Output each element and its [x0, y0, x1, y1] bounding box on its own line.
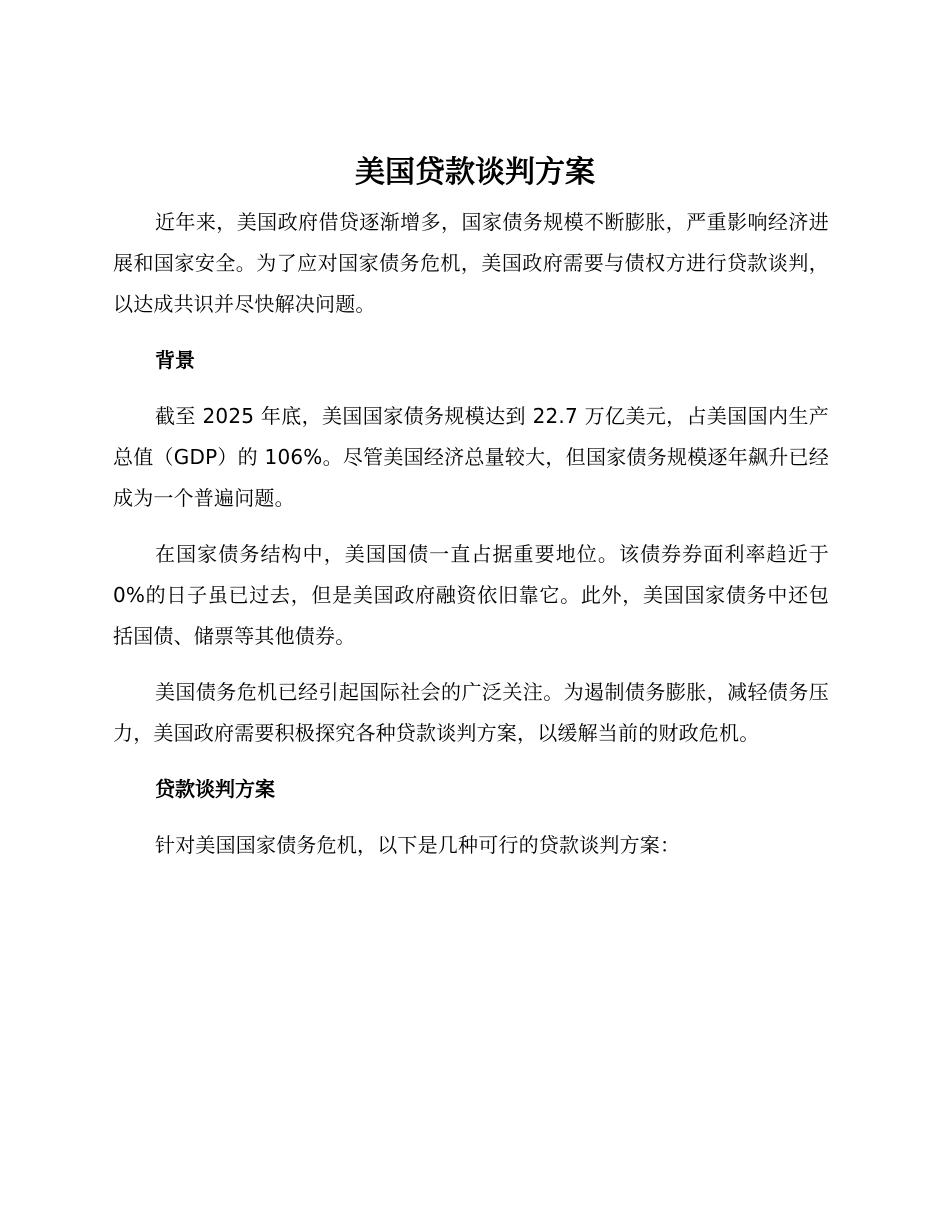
intro-paragraph: 近年来，美国政府借贷逐渐增多，国家债务规模不断膨胀，严重影响经济进展和国家安全。为了应对国家债务危机，美国政府需要与债权方进行贷款谈判，以达成共识并尽快解决问题。 — [113, 210, 829, 316]
background-paragraph-2: 在国家债务结构中，美国国债一直占据重要地位。该债券券面利率趋近于 0%的日子虽已过去，但是美国政府融资依旧靠它。此外，美国国家债务中还包括国债、储票等其他债券。 — [113, 542, 829, 648]
background-paragraph-3: 美国债务危机已经引起国际社会的广泛关注。为遏制债务膨胀，减轻债务压力，美国政府需要积极探究各种贷款谈判方案，以缓解当前的财政危机。 — [113, 680, 829, 745]
section-heading-background: 背景 — [155, 348, 195, 372]
document-body — [113, 202, 829, 881]
negotiation-plan-paragraph-1: 针对美国国家债务危机，以下是几种可行的贷款谈判方案： — [155, 833, 681, 857]
background-paragraph-1: 截至 2025 年底，美国国家债务规模达到 22.7 万亿美元，占美国国内生产总值（GDP）的 106%。尽管美国经济总量较大，但国家债务规模逐年飙升已经成为一个普遍问题。 — [113, 404, 829, 510]
document-title: 美国贷款谈判方案 — [355, 155, 595, 190]
section-heading-negotiation-plan: 贷款谈判方案 — [155, 777, 275, 801]
